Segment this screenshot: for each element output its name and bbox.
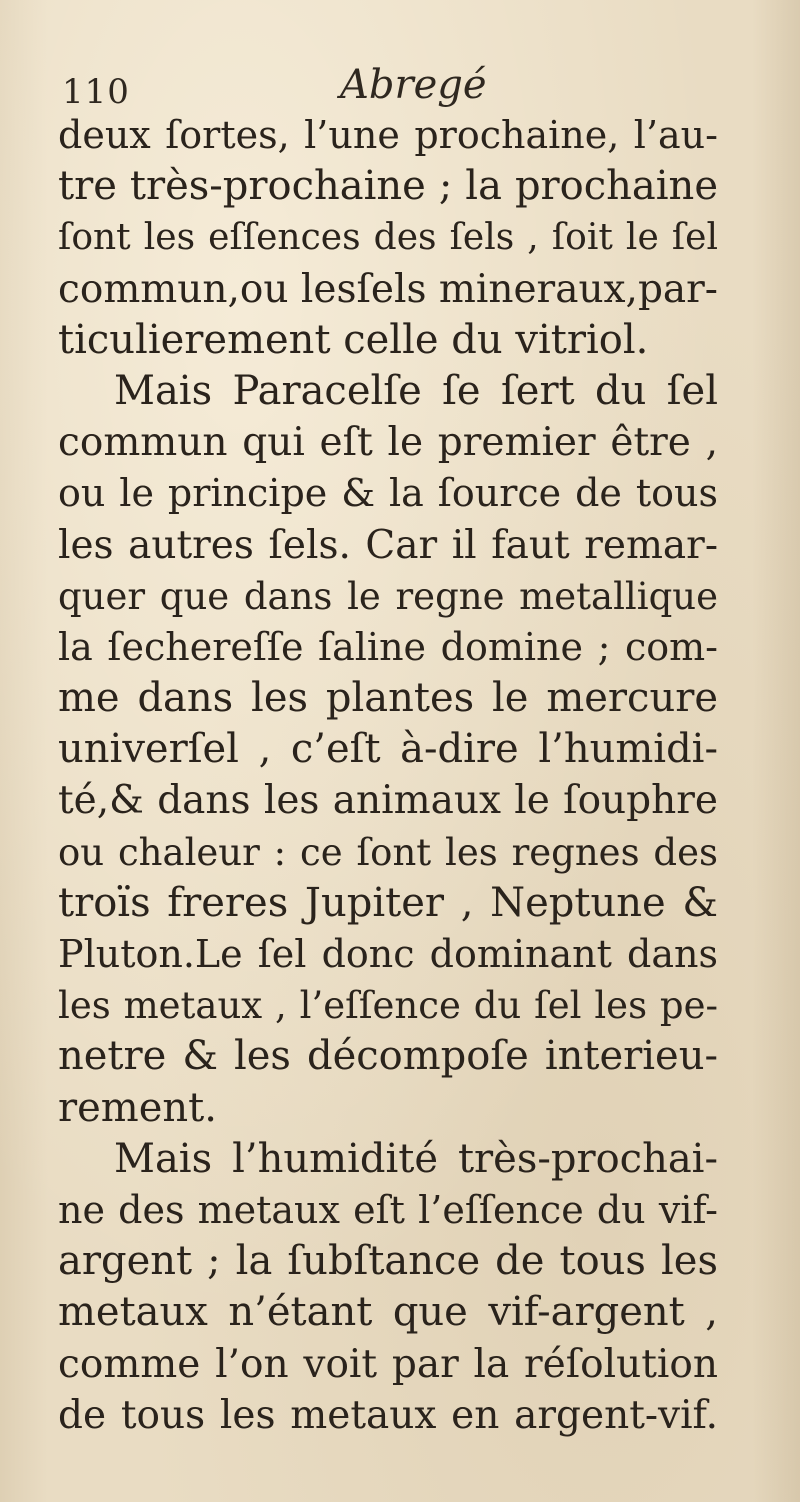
text-line: Mais l’humidité très-prochai- — [114, 1135, 718, 1182]
text-line: Pluton.Le ſel donc dominant dans — [58, 932, 718, 976]
text-line: univerſel , c’eſt à-dire l’humidi- — [58, 726, 718, 773]
text-line: comme l’on voit par la réſolution — [58, 1341, 718, 1387]
text-line: netre & les décompoſe interieu- — [58, 1033, 718, 1080]
text-line: ſont les eſſences des ſels , ſoit le ſel — [58, 217, 718, 259]
page-header — [62, 62, 742, 112]
text-line: ou le principe & la ſource de tous — [58, 471, 718, 516]
text-line: me dans les plantes le mercure — [58, 675, 718, 722]
text-line: rement. — [58, 1084, 217, 1131]
page-number: 110 — [62, 72, 130, 112]
text-line: commun qui eſt le premier être , — [58, 420, 718, 466]
body-text — [58, 110, 718, 1441]
text-line: de tous les metaux en argent-vif. — [58, 1392, 718, 1438]
text-line: la ſechereſſe ſaline domine ; com- — [58, 624, 718, 669]
text-line: les autres ſels. Car il faut remar- — [58, 522, 718, 568]
text-line: les metaux , l’eſſence du ſel les pe- — [58, 984, 718, 1028]
text-line: troïs freres Jupiter , Neptune & — [58, 879, 718, 926]
text-line: metaux n’étant que vif-argent , — [58, 1289, 718, 1336]
text-line: Mais Paracelſe ſe ſert du ſel — [114, 367, 718, 414]
text-line: ticulierement celle du vitriol. — [58, 316, 649, 363]
text-line: argent ; la ſubſtance de tous les — [58, 1238, 718, 1285]
text-line: quer que dans le regne metallique — [58, 574, 718, 618]
running-head: Abregé — [340, 62, 487, 108]
text-line: ne des metaux eſt l’eſſence du vif- — [58, 1187, 718, 1232]
text-line: tre très-prochaine ; la prochaine — [58, 163, 718, 210]
text-line: commun,ou lesſels mineraux,par- — [58, 266, 718, 312]
text-line: deux ſortes, l’une prochaine, l’au- — [58, 113, 718, 157]
text-line: ou chaleur : ce ſont les regnes des — [58, 830, 718, 874]
text-line: té,& dans les animaux le ſouphre — [58, 778, 718, 824]
